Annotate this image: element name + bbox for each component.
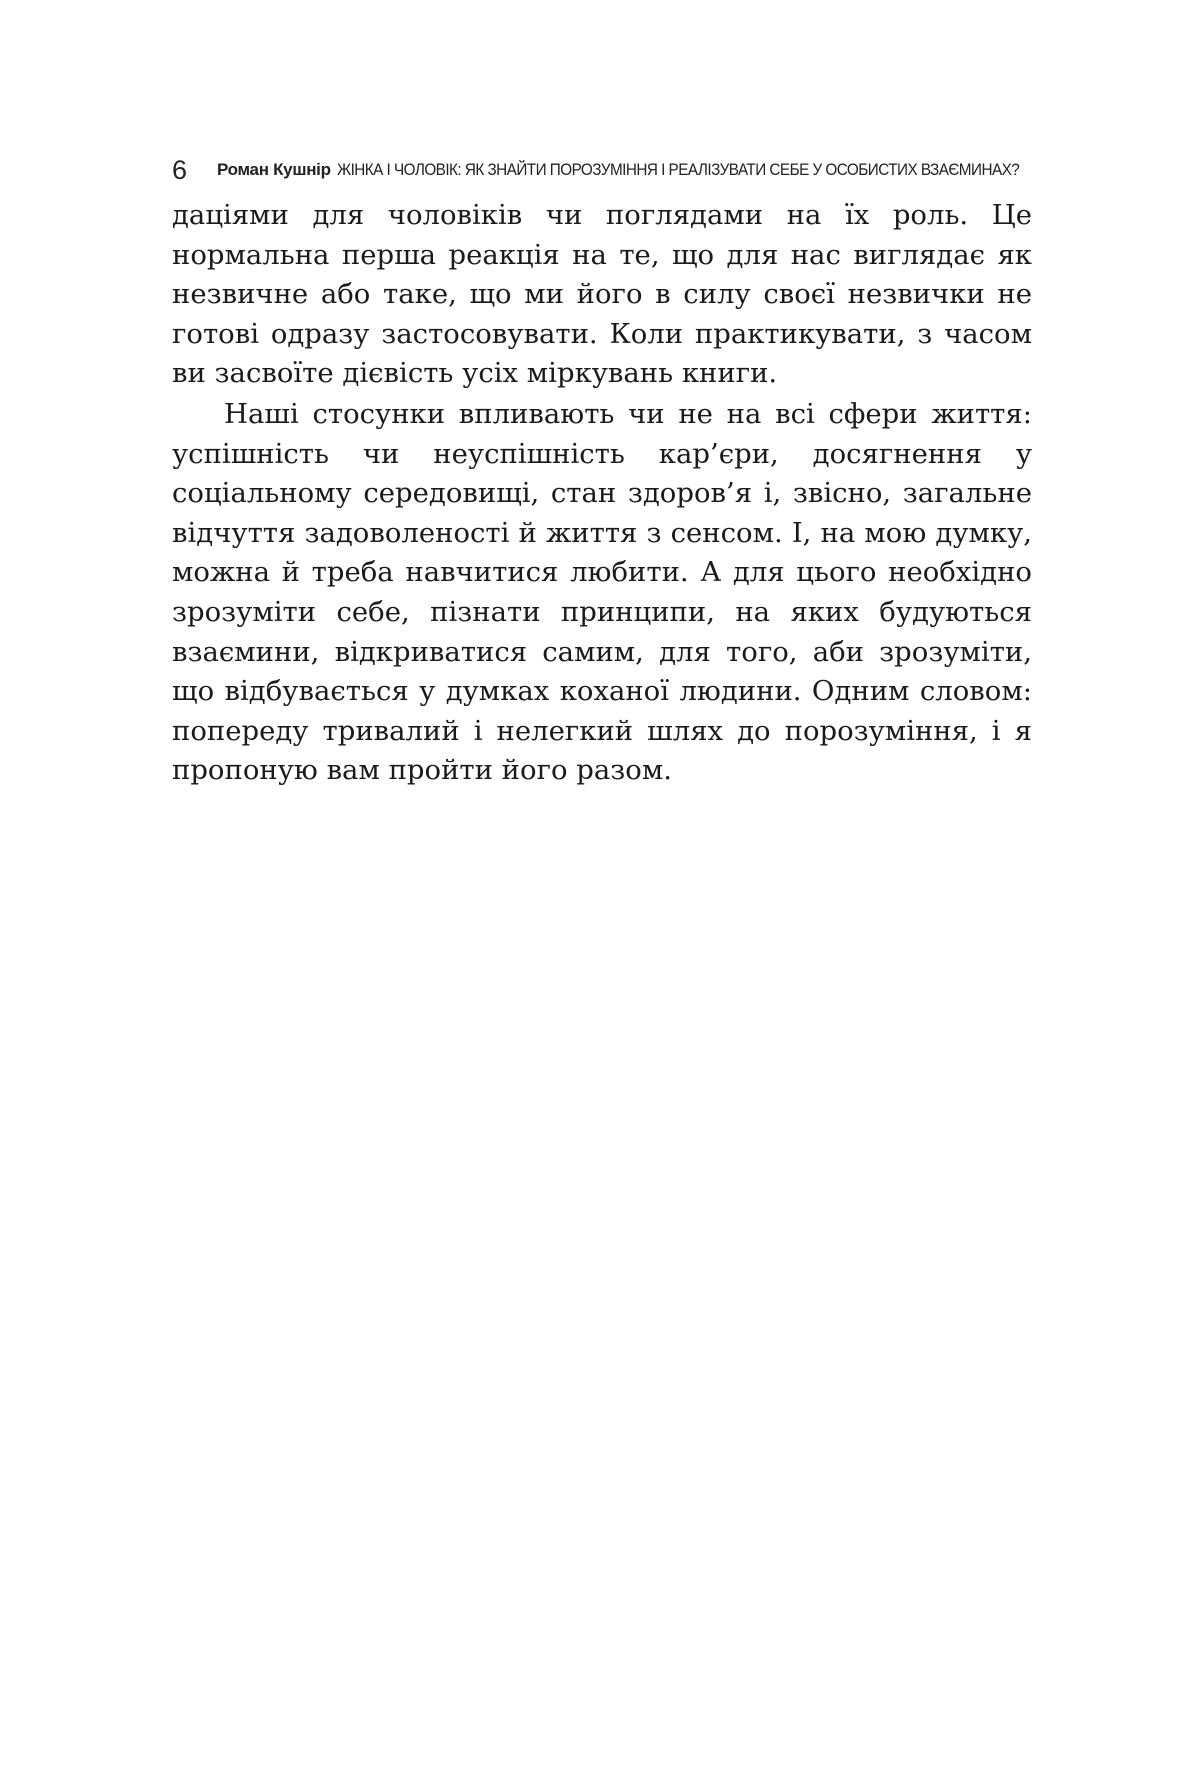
body-text: [172, 196, 1032, 791]
page-number: 6: [172, 154, 188, 185]
paragraph-1: даціями для чоловіків чи поглядами на їх роль. Це нормальна перша реакція на те, що для нас виглядає як незвичне або таке, що ми його в силу своєї незвички не готові одразу застосовувати. Коли практикувати, з часом ви засвоїте дієвість усіх міркувань книги.: [172, 199, 1032, 390]
header-author: Роман Кушнір: [217, 160, 331, 179]
paragraph-2: Наші стосунки впливають чи не на всі сфери життя: успішність чи неуспішність кар’єри, досягнення у соціальному середовищі, стан здоров’я і, звісно, загальне відчуття задоволеності й життя з сенсом. І, на мою думку, можна й треба навчитися любити. А для цього необхідно зрозуміти себе, пізнати принципи, на яких будуються взаємини, відкриватися самим, для того, аби зрозуміти, що відбувається у думках коханої людини. Одним словом: попереду тривалий і нелегкий шлях до порозуміння, і я пропоную вам пройти його разом.: [172, 397, 1032, 787]
running-header: [172, 150, 1032, 190]
header-book-title: ЖІНКА І ЧОЛОВІК: ЯК ЗНАЙТИ ПОРОЗУМІННЯ І РЕАЛІЗУВАТИ СЕБЕ У ОСОБИСТИХ ВЗАЄМИНАХ?: [336, 160, 1019, 179]
